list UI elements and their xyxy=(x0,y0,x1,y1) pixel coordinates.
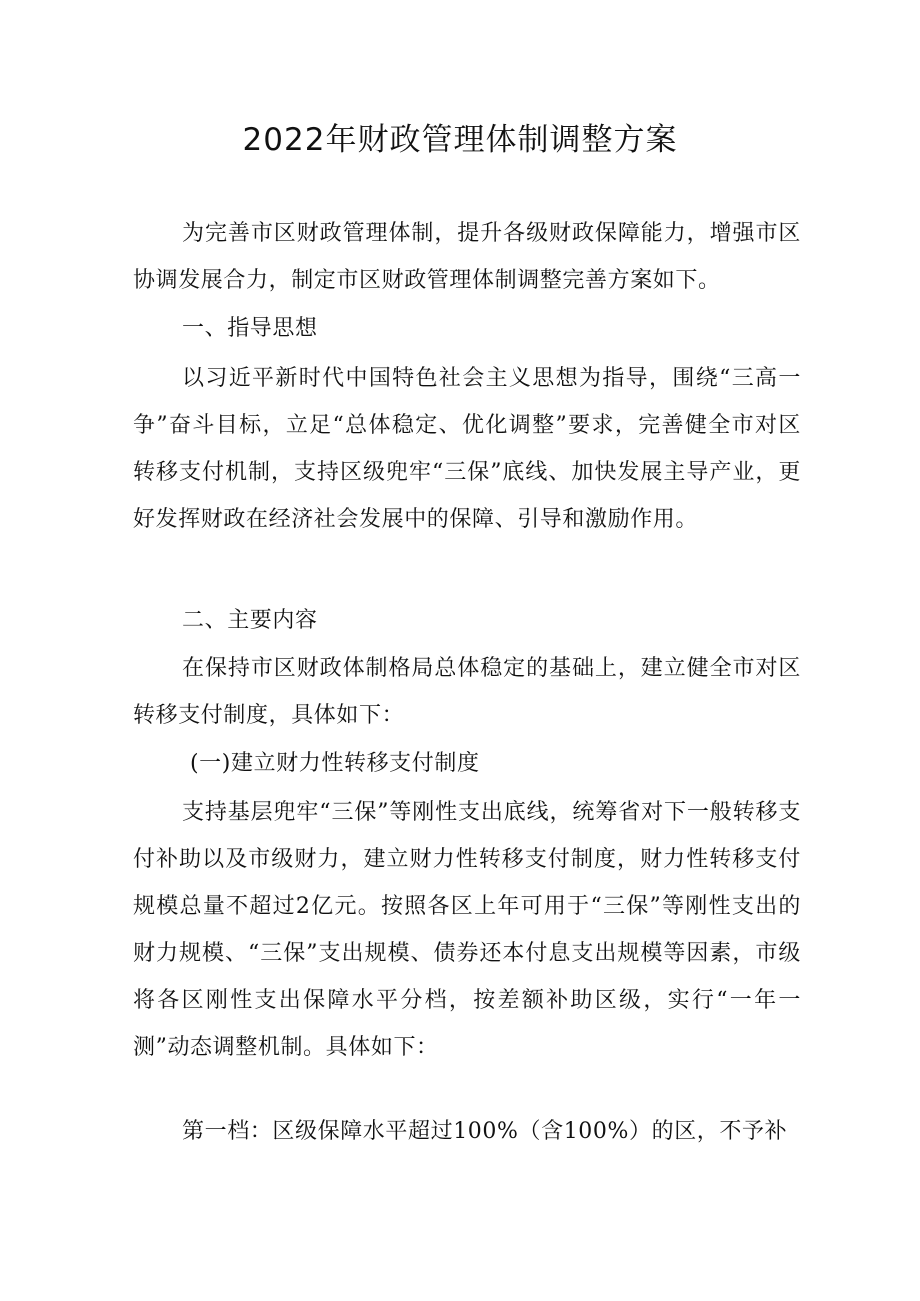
document-title: 2022年财政管理体制调整方案 xyxy=(242,122,678,158)
intro-paragraph: 为完善市区财政管理体制，提升各级财政保障能力，增强市区协调发展合力，制定市区财政管理体制调整完善方案如下。 xyxy=(133,221,801,293)
tier-1-paragraph: 第一档：区级保障水平超过100%（含100%）的区，不予补 xyxy=(182,1119,788,1144)
subsection-1-paragraph: 支持基层兜牢“三保”等刚性支出底线，统筹省对下一般转移支付补助以及市级财力，建立财力性转移支付制度，财力性转移支付规模总量不超过2亿元。按照各区上年可用于“三保”等刚性支出的财力规模、“三保”支出规模、债券还本付息支出规模等因素，市级将各区刚性支出保障水平分档，按差额补助区级，实行“一年一测”动态调整机制。具体如下： xyxy=(133,800,801,1060)
section-2-paragraph: 在保持市区财政体制格局总体稳定的基础上，建立健全市对区转移支付制度，具体如下： xyxy=(133,656,801,728)
section-1-paragraph: 以习近平新时代中国特色社会主义思想为指导，围绕“三高一争”奋斗目标，立足“总体稳定、优化调整”要求，完善健全市对区转移支付机制，支持区级兜牢“三保”底线、加快发展主导产业，更好发挥财政在经济社会发展中的保障、引导和激励作用。 xyxy=(133,366,801,532)
section-1-heading: 一、指导思想 xyxy=(182,316,318,341)
section-2-heading: 二、主要内容 xyxy=(182,608,318,633)
subsection-1-heading: (一)建立财力性转移支付制度 xyxy=(190,751,480,776)
